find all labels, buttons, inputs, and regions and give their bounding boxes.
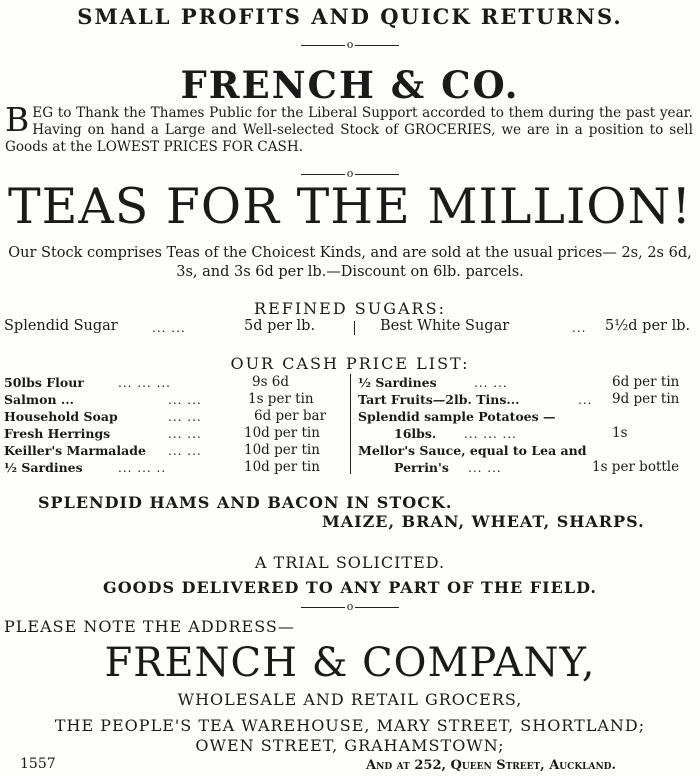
price-left-dots: ... ... [168,444,202,458]
price-left-item: Household Soap [4,409,118,424]
trial-line: A TRIAL SOLICITED. [254,553,446,572]
price-left-item: Fresh Herrings [4,426,111,441]
price-right-item: Mellor's Sauce, equal to Lea and [358,443,587,458]
firm-full-name: FRENCH & COMPANY, [104,640,596,686]
price-right-dots: ... ... ... [464,427,517,441]
price-left-dots: ... ... [168,393,202,407]
slogan: SMALL PROFITS AND QUICK RETURNS. [77,4,623,29]
intro-dropcap: B [5,100,30,139]
address-note: PLEASE NOTE THE ADDRESS— [4,617,295,636]
price-left-value: 6d per bar [254,408,327,424]
divider-rule: o [0,600,700,614]
delivery-line: GOODS DELIVERED TO ANY PART OF THE FIELD. [103,578,597,597]
price-left-item: 50lbs Flour [4,375,84,390]
price-list-heading: OUR CASH PRICE LIST: [230,354,470,373]
price-right-value: 1s per bottle [592,459,680,475]
sugar-right-dots: ... [572,321,587,335]
sugar-left-price: 5d per lb. [244,318,316,334]
maize-line: MAIZE, BRAN, WHEAT, SHARPS. [322,512,645,531]
intro-paragraph [5,100,693,156]
intro-text: EG to Thank the Thames Public for the Liberal Support accorded to them during the past year. Having on hand a Large and Well-selected Stock of GROCERIES, we are in a position to sell Goods at the LOWEST PRICES FOR CASH. [5,105,693,155]
sugar-left-item: Splendid Sugar [4,318,118,334]
hams-line: SPLENDID HAMS AND BACON IN STOCK. [38,493,453,512]
sugar-right-item: Best White Sugar [380,318,510,334]
price-left-item: Keiller's Marmalade [4,443,146,458]
price-right-value: 9d per tin [612,391,680,407]
column-divider [354,321,355,335]
ad-number: 1557 [20,756,56,772]
divider-rule: o [0,38,700,52]
price-right-item: Perrin's [394,460,449,475]
price-right-value: 6d per tin [612,374,680,390]
price-right-value: 1s [612,425,628,441]
price-left-dots: ... ... ... [118,376,171,390]
headline: TEAS FOR THE MILLION! [7,178,693,235]
sugar-left-dots: ... ... [152,321,186,335]
price-right-dots: ... ... [468,461,502,475]
trade-line: WHOLESALE AND RETAIL GROCERS, [177,690,523,709]
owen-street-line: OWEN STREET, GRAHAMSTOWN; [195,736,505,755]
price-left-value: 10d per tin [244,442,320,458]
price-left-value: 10d per tin [244,459,320,475]
sugars-heading: REFINED SUGARS: [254,299,446,318]
price-right-item: ½ Sardines [358,375,437,390]
price-right-dots: ... [578,393,593,407]
firm-title: FRENCH & CO. [180,63,520,107]
price-left-item: Salmon ... [4,392,74,407]
price-left-value: 1s per tin [248,391,314,407]
price-left-item: ½ Sardines [4,460,83,475]
price-left-value: 10d per tin [244,425,320,441]
price-left-value: 9s 6d [252,374,290,390]
price-right-item: Tart Fruits—2lb. Tins... [358,392,520,407]
price-left-dots: ... ... [168,410,202,424]
auckland-line: And at 252, Queen Street, Auckland. [366,758,617,773]
warehouse-line: THE PEOPLE'S TEA WAREHOUSE, MARY STREET, SHORTLAND; [54,716,646,735]
sugar-right-price: 5½d per lb. [605,318,691,334]
price-left-dots: ... ... [168,427,202,441]
column-divider [350,374,351,474]
price-right-item: Splendid sample Potatoes — [358,409,556,424]
tea-stock-paragraph: Our Stock comprises Teas of the Choicest Kinds, and are sold at the usual prices— 2s, 2s 6d, 3s, and 3s 6d per lb.—Discount on 6lb. parcels. [8,245,692,280]
price-left-dots: ... ... .. [118,461,167,475]
price-right-item: 16lbs. [394,426,437,441]
price-right-dots: ... ... [474,376,508,390]
divider-rule: o [0,167,700,181]
